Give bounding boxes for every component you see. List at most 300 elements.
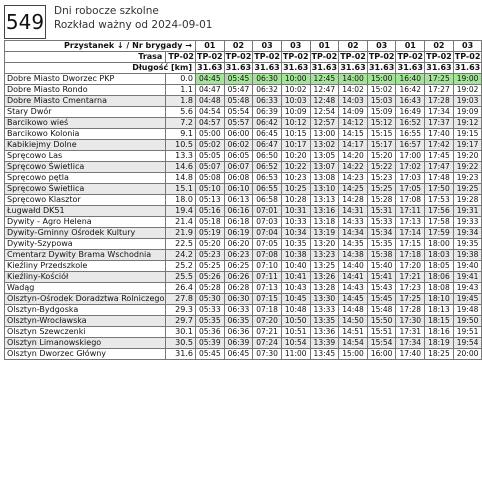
departure-time: 15:17 [367, 140, 396, 151]
stop-name: Dobre Miasto Rondo [5, 85, 166, 96]
stop-name: Olsztyn-Bydgoska [5, 305, 166, 316]
departure-time: 17:34 [425, 107, 454, 118]
departure-time: 13:30 [310, 294, 339, 305]
departure-time: 14:33 [339, 217, 368, 228]
departure-time: 06:39 [253, 107, 282, 118]
timetable [4, 40, 482, 360]
brygada-number: 01 [195, 41, 224, 52]
departure-time: 10:40 [281, 261, 310, 272]
departure-time: 06:25 [224, 261, 253, 272]
departure-time: 10:35 [281, 239, 310, 250]
departure-time: 05:20 [195, 239, 224, 250]
brygada-number: 02 [425, 41, 454, 52]
departure-time: 15:45 [367, 294, 396, 305]
departure-time: 18:06 [425, 272, 454, 283]
departure-time: 07:13 [253, 283, 282, 294]
departure-time: 19:38 [453, 250, 482, 261]
departure-time: 17:13 [396, 217, 425, 228]
stop-km: 15.1 [166, 184, 196, 195]
stop-name: Barcikowo wieś [5, 118, 166, 129]
stop-row [5, 129, 482, 140]
departure-time: 06:07 [224, 162, 253, 173]
departure-time: 19:43 [453, 283, 482, 294]
departure-time: 10:54 [281, 338, 310, 349]
departure-time: 05:28 [195, 283, 224, 294]
departure-time: 19:20 [453, 151, 482, 162]
brygada-number: 02 [224, 41, 253, 52]
stop-km: 18.0 [166, 195, 196, 206]
departure-time: 05:33 [195, 305, 224, 316]
departure-time: 16:52 [396, 118, 425, 129]
departure-time: 13:19 [310, 228, 339, 239]
departure-time: 17:45 [425, 151, 454, 162]
route-number: 549 [4, 5, 46, 39]
departure-time: 19:54 [453, 338, 482, 349]
stop-km: 31.6 [166, 349, 196, 360]
departure-time: 14:22 [339, 162, 368, 173]
departure-time: 06:35 [224, 316, 253, 327]
departure-time: 05:45 [224, 74, 253, 85]
departure-time: 16:49 [396, 107, 425, 118]
stop-name: Olsztyn Szewczenki [5, 327, 166, 338]
departure-time: 19:12 [453, 118, 482, 129]
stop-row [5, 349, 482, 360]
departure-time: 04:54 [195, 107, 224, 118]
departure-time: 13:36 [310, 327, 339, 338]
brygada-number: 03 [253, 41, 282, 52]
departure-time: 10:03 [281, 96, 310, 107]
departure-time: 05:39 [195, 338, 224, 349]
trasa-code: TP-02 [368, 52, 395, 61]
stop-row [5, 305, 482, 316]
route-length: 31.63 [283, 63, 309, 72]
stop-name: Spręcowo Klasztor [5, 195, 166, 206]
departure-time: 15:22 [367, 162, 396, 173]
departure-time: 06:10 [224, 184, 253, 195]
departure-time: 17:14 [396, 228, 425, 239]
stop-km: 5.6 [166, 107, 196, 118]
departure-time: 19:40 [453, 261, 482, 272]
departure-time: 06:45 [224, 349, 253, 360]
departure-time: 17:47 [425, 162, 454, 173]
departure-time: 13:10 [310, 184, 339, 195]
departure-time: 10:28 [281, 195, 310, 206]
stop-row [5, 239, 482, 250]
departure-time: 17:28 [425, 96, 454, 107]
stop-km: 14.8 [166, 173, 196, 184]
departure-time: 16:42 [396, 85, 425, 96]
departure-time: 10:15 [281, 129, 310, 140]
departure-time: 07:01 [253, 206, 282, 217]
stop-row [5, 85, 482, 96]
departure-time: 20:00 [453, 349, 482, 360]
departure-time: 17:48 [425, 173, 454, 184]
stop-km: 0.0 [166, 74, 196, 85]
stop-name: Dywity-Szypowa [5, 239, 166, 250]
departure-time: 05:30 [195, 294, 224, 305]
brygada-number: 03 [367, 41, 396, 52]
stop-name: Dywity-Gminny Ośrodek Kultury [5, 228, 166, 239]
stop-name: Dywity - Agro Helena [5, 217, 166, 228]
departure-time: 15:33 [367, 217, 396, 228]
departure-time: 07:04 [253, 228, 282, 239]
departure-time: 06:39 [224, 338, 253, 349]
trasa-code: TP-02 [196, 52, 223, 61]
stop-name: Olsztyn-Ośrodek Doradztwa Rolniczego [5, 294, 166, 305]
departure-time: 15:48 [367, 305, 396, 316]
stop-row [5, 74, 482, 85]
departure-time: 06:30 [224, 294, 253, 305]
departure-time: 17:25 [396, 294, 425, 305]
departure-time: 17:53 [425, 195, 454, 206]
departure-time: 06:13 [224, 195, 253, 206]
departure-time: 05:13 [195, 195, 224, 206]
stop-name: Spręcowo Las [5, 151, 166, 162]
departure-time: 19:31 [453, 206, 482, 217]
departure-time: 10:12 [281, 118, 310, 129]
departure-time: 07:15 [253, 294, 282, 305]
stop-km: 14.6 [166, 162, 196, 173]
stop-row [5, 206, 482, 217]
departure-time: 12:47 [310, 85, 339, 96]
departure-time: 14:48 [339, 305, 368, 316]
departure-time: 05:10 [195, 184, 224, 195]
day-type-label: Dni robocze szkolne [54, 5, 159, 17]
departure-time: 04:47 [195, 85, 224, 96]
departure-time: 19:33 [453, 217, 482, 228]
departure-time: 15:50 [367, 316, 396, 327]
departure-time: 06:19 [224, 228, 253, 239]
departure-time: 15:12 [367, 118, 396, 129]
departure-time: 13:05 [310, 151, 339, 162]
departure-time: 05:25 [195, 261, 224, 272]
departure-time: 07:20 [253, 316, 282, 327]
trasa-code: TP-02 [340, 52, 366, 61]
departure-time: 17:11 [396, 206, 425, 217]
stop-name: Barcikowo Kolonia [5, 129, 166, 140]
brygada-number: 01 [396, 41, 425, 52]
departure-time: 15:43 [367, 283, 396, 294]
departure-time: 05:08 [195, 173, 224, 184]
departure-time: 10:23 [281, 173, 310, 184]
departure-time: 06:30 [253, 74, 282, 85]
departure-time: 06:52 [253, 162, 282, 173]
stop-row [5, 140, 482, 151]
stop-name: Olsztyn Limanowskiego [5, 338, 166, 349]
departure-time: 06:28 [224, 283, 253, 294]
departure-time: 06:42 [253, 118, 282, 129]
stop-km: 13.3 [166, 151, 196, 162]
departure-time: 14:20 [339, 151, 368, 162]
departure-time: 15:03 [367, 96, 396, 107]
departure-time: 05:48 [224, 96, 253, 107]
stop-row [5, 217, 482, 228]
departure-time: 06:26 [224, 272, 253, 283]
departure-time: 17:03 [396, 173, 425, 184]
departure-time: 12:45 [310, 74, 339, 85]
brygada-number: 03 [453, 41, 482, 52]
departure-time: 05:54 [224, 107, 253, 118]
departure-time: 15:54 [367, 338, 396, 349]
departure-time: 14:41 [339, 272, 368, 283]
stop-km: 9.1 [166, 129, 196, 140]
departure-time: 05:36 [195, 327, 224, 338]
departure-time: 13:23 [310, 250, 339, 261]
departure-time: 05:57 [224, 118, 253, 129]
departure-time: 14:54 [339, 338, 368, 349]
stop-name: Spręcowo Świetlica [5, 162, 166, 173]
departure-time: 15:25 [367, 184, 396, 195]
departure-time: 10:33 [281, 217, 310, 228]
departure-time: 17:18 [396, 250, 425, 261]
departure-time: 04:57 [195, 118, 224, 129]
route-length: 31.63 [225, 63, 252, 72]
departure-time: 05:16 [195, 206, 224, 217]
route-length: 31.63 [311, 63, 338, 72]
stop-name: Cmentarz Dywity Brama Wschodnia [5, 250, 166, 261]
trasa-code: TP-02 [166, 52, 196, 63]
departure-time: 07:08 [253, 250, 282, 261]
departure-time: 06:47 [253, 140, 282, 151]
departure-time: 17:23 [396, 283, 425, 294]
departure-time: 17:40 [396, 349, 425, 360]
brygada-number: 03 [281, 41, 310, 52]
departure-time: 19:28 [453, 195, 482, 206]
departure-time: 19:51 [453, 327, 482, 338]
departure-time: 17:25 [425, 74, 454, 85]
departure-time: 16:55 [396, 129, 425, 140]
departure-time: 19:45 [453, 294, 482, 305]
departure-time: 10:50 [281, 316, 310, 327]
stop-name: Dobre Miasto Cmentarna [5, 96, 166, 107]
departure-time: 13:18 [310, 217, 339, 228]
departure-time: 17:20 [396, 261, 425, 272]
departure-time: 14:40 [339, 261, 368, 272]
departure-time: 17:37 [425, 118, 454, 129]
departure-time: 15:20 [367, 151, 396, 162]
departure-time: 13:45 [310, 349, 339, 360]
stop-row [5, 173, 482, 184]
departure-time: 13:35 [310, 316, 339, 327]
stop-name: Wadąg [5, 283, 166, 294]
departure-time: 06:50 [253, 151, 282, 162]
departure-time: 14:23 [339, 173, 368, 184]
departure-time: 14:45 [339, 294, 368, 305]
stop-row [5, 316, 482, 327]
trasa-label: Trasa [5, 52, 166, 63]
departure-time: 19:41 [453, 272, 482, 283]
departure-time: 17:02 [396, 162, 425, 173]
stop-row [5, 96, 482, 107]
departure-time: 10:25 [281, 184, 310, 195]
departure-time: 15:28 [367, 195, 396, 206]
departure-time: 10:41 [281, 272, 310, 283]
departure-time: 16:40 [396, 74, 425, 85]
departure-time: 17:58 [425, 217, 454, 228]
departure-time: 06:20 [224, 239, 253, 250]
departure-time: 06:55 [253, 184, 282, 195]
departure-time: 15:02 [367, 85, 396, 96]
departure-time: 07:03 [253, 217, 282, 228]
brygada-number: 01 [310, 41, 339, 52]
departure-time: 05:05 [195, 151, 224, 162]
departure-time: 07:24 [253, 338, 282, 349]
stop-name: Spręcowo Świetlica [5, 184, 166, 195]
departure-time: 15:41 [367, 272, 396, 283]
departure-time: 17:31 [396, 327, 425, 338]
departure-time: 19:25 [453, 184, 482, 195]
trasa-code: TP-02 [454, 52, 481, 61]
departure-time: 07:11 [253, 272, 282, 283]
departure-time: 15:34 [367, 228, 396, 239]
departure-time: 13:39 [310, 338, 339, 349]
route-length: 31.63 [340, 63, 366, 72]
trasa-code: TP-02 [254, 52, 280, 61]
stop-name: Olsztyn-Wrocławska [5, 316, 166, 327]
departure-time: 06:23 [224, 250, 253, 261]
departure-time: 05:00 [195, 129, 224, 140]
stop-row [5, 195, 482, 206]
departure-time: 06:05 [224, 151, 253, 162]
departure-time: 17:28 [396, 305, 425, 316]
departure-time: 05:35 [195, 316, 224, 327]
departure-time: 15:09 [367, 107, 396, 118]
departure-time: 14:31 [339, 206, 368, 217]
route-length: 31.63 [454, 63, 481, 72]
departure-time: 14:35 [339, 239, 368, 250]
stop-km: 25.2 [166, 261, 196, 272]
departure-time: 15:23 [367, 173, 396, 184]
departure-time: 18:10 [425, 294, 454, 305]
departure-time: 14:00 [339, 74, 368, 85]
departure-time: 18:03 [425, 250, 454, 261]
departure-time: 15:00 [367, 74, 396, 85]
stop-row [5, 250, 482, 261]
departure-time: 19:15 [453, 129, 482, 140]
departure-time: 10:02 [281, 85, 310, 96]
departure-time: 06:58 [253, 195, 282, 206]
route-length: 31.63 [368, 63, 395, 72]
departure-time: 18:05 [425, 261, 454, 272]
departure-time: 14:50 [339, 316, 368, 327]
departure-time: 13:26 [310, 272, 339, 283]
departure-time: 12:48 [310, 96, 339, 107]
stop-name: Olsztyn Dworzec Główny [5, 349, 166, 360]
departure-time: 06:33 [224, 305, 253, 316]
route-length: 31.63 [197, 63, 223, 72]
stop-km: 1.1 [166, 85, 196, 96]
trasa-code: TP-02 [397, 52, 424, 61]
departure-time: 10:51 [281, 327, 310, 338]
departure-time: 13:16 [310, 206, 339, 217]
route-length: 31.63 [426, 63, 452, 72]
departure-time: 14:03 [339, 96, 368, 107]
departure-time: 10:17 [281, 140, 310, 151]
departure-time: 04:45 [195, 74, 224, 85]
departure-time: 05:19 [195, 228, 224, 239]
departure-time: 06:33 [253, 96, 282, 107]
departure-time: 10:22 [281, 162, 310, 173]
departure-time: 11:00 [281, 349, 310, 360]
departure-time: 17:27 [425, 85, 454, 96]
departure-time: 15:40 [367, 261, 396, 272]
departure-time: 13:28 [310, 283, 339, 294]
departure-time: 19:35 [453, 239, 482, 250]
departure-time: 13:20 [310, 239, 339, 250]
departure-time: 14:51 [339, 327, 368, 338]
departure-time: 15:51 [367, 327, 396, 338]
stop-name: Spręcowo pętla [5, 173, 166, 184]
stop-name: Ługwałd DK51 [5, 206, 166, 217]
stop-name: Dobre Miasto Dworzec PKP [5, 74, 166, 85]
departure-time: 05:18 [195, 217, 224, 228]
validity-label: Rozkład ważny od 2024-09-01 [54, 19, 213, 31]
stop-km: 1.8 [166, 96, 196, 107]
departure-time: 10:20 [281, 151, 310, 162]
departure-time: 17:05 [396, 184, 425, 195]
trasa-code: TP-02 [426, 52, 452, 61]
departure-time: 13:08 [310, 173, 339, 184]
departure-time: 06:53 [253, 173, 282, 184]
departure-time: 17:59 [425, 228, 454, 239]
departure-time: 06:36 [224, 327, 253, 338]
stop-name: Stary Dwór [5, 107, 166, 118]
stop-row [5, 118, 482, 129]
departure-time: 05:45 [195, 349, 224, 360]
departure-time: 18:00 [425, 239, 454, 250]
stop-row [5, 272, 482, 283]
departure-time: 10:38 [281, 250, 310, 261]
departure-time: 07:10 [253, 261, 282, 272]
departure-time: 06:45 [253, 129, 282, 140]
departure-time: 19:17 [453, 140, 482, 151]
departure-time: 07:18 [253, 305, 282, 316]
departure-time: 18:19 [425, 338, 454, 349]
departure-time: 17:00 [396, 151, 425, 162]
departure-time: 06:16 [224, 206, 253, 217]
departure-time: 06:32 [253, 85, 282, 96]
stop-row [5, 107, 482, 118]
departure-time: 13:00 [310, 129, 339, 140]
stop-row [5, 162, 482, 173]
departure-time: 14:34 [339, 228, 368, 239]
departure-time: 17:30 [396, 316, 425, 327]
departure-time: 19:09 [453, 107, 482, 118]
departure-time: 14:28 [339, 195, 368, 206]
stop-name: Kabikiejmy Dolne [5, 140, 166, 151]
departure-time: 18:13 [425, 305, 454, 316]
departure-time: 05:07 [195, 162, 224, 173]
departure-time: 18:25 [425, 349, 454, 360]
departure-time: 15:15 [367, 129, 396, 140]
departure-time: 19:22 [453, 162, 482, 173]
dlugosc-label: Długość [km] [5, 63, 196, 74]
stop-km: 30.1 [166, 327, 196, 338]
stop-row [5, 261, 482, 272]
departure-time: 13:07 [310, 162, 339, 173]
departure-time: 06:18 [224, 217, 253, 228]
departure-time: 13:33 [310, 305, 339, 316]
departure-time: 12:57 [310, 118, 339, 129]
departure-time: 13:25 [310, 261, 339, 272]
departure-time: 17:56 [425, 206, 454, 217]
departure-time: 05:47 [224, 85, 253, 96]
departure-time: 05:23 [195, 250, 224, 261]
stop-km: 21.9 [166, 228, 196, 239]
departure-time: 19:03 [453, 96, 482, 107]
departure-time: 12:54 [310, 107, 339, 118]
departure-time: 17:08 [396, 195, 425, 206]
